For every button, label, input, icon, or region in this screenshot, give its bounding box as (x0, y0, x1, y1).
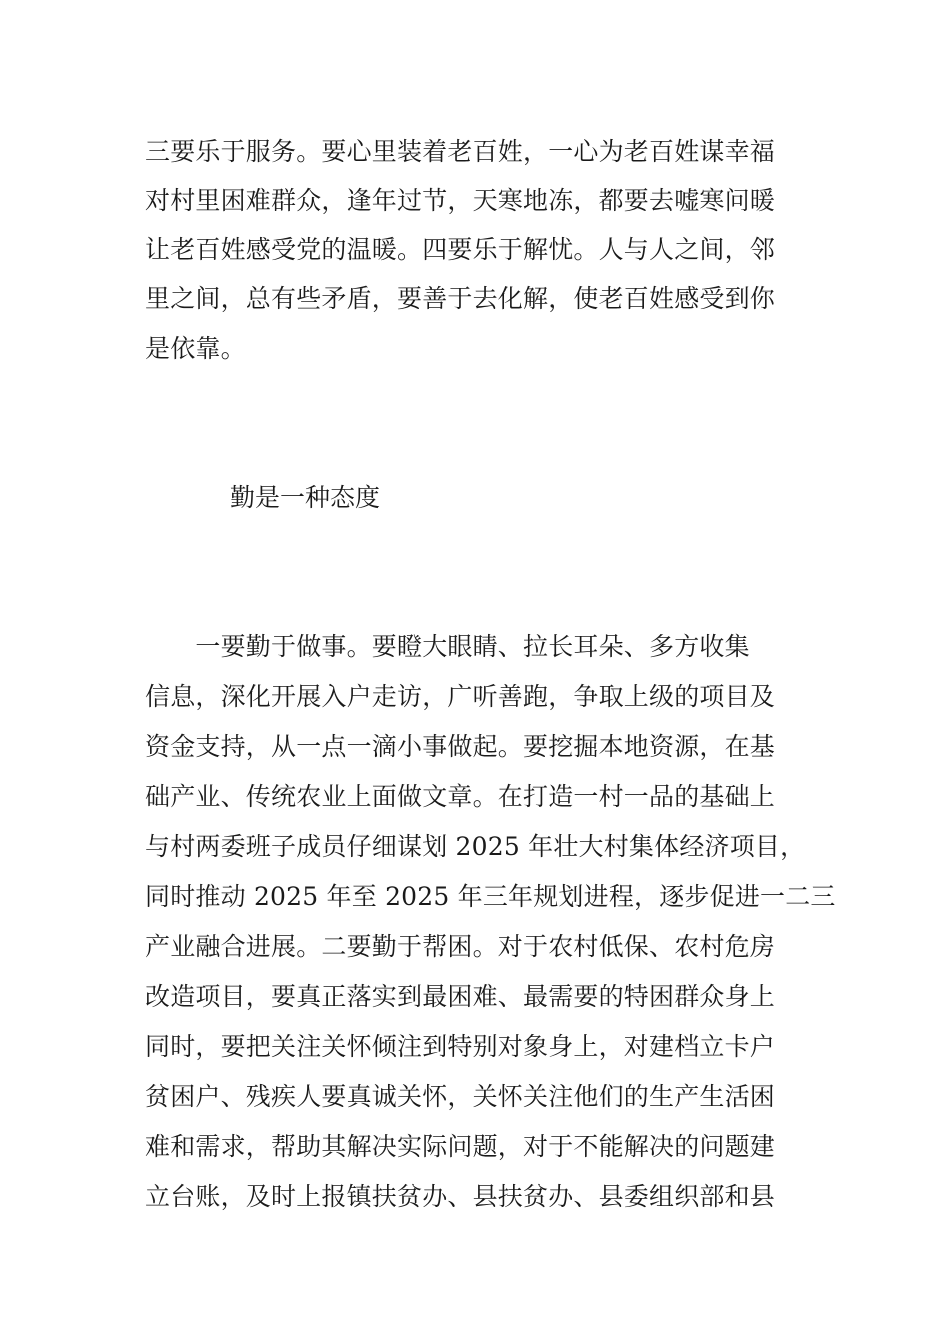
paragraph-line: 里之间，总有些矛盾，要善于去化解，使老百姓感受到你 (145, 284, 776, 313)
paragraph-line: 产业融合进展。二要勤于帮困。对于农村低保、农村危房 (145, 932, 776, 961)
paragraph-line: 同时，要把关注关怀倾注到特别对象身上，对建档立卡户 (145, 1032, 776, 1061)
paragraph-line: 立台账，及时上报镇扶贫办、县扶贫办、县委组织部和县 (145, 1182, 776, 1211)
paragraph-line: 三要乐于服务。要心里装着老百姓，一心为老百姓谋幸福 (145, 137, 776, 166)
paragraph-line: 对村里困难群众，逢年过节，天寒地冻，都要去嘘寒问暖 (145, 186, 776, 215)
paragraph-line: 信息，深化开展入户走访，广听善跑，争取上级的项目及 (145, 682, 776, 711)
paragraph-line: 一要勤于做事。要瞪大眼睛、拉长耳朵、多方收集 (145, 632, 750, 661)
section-heading: 勤是一种态度 (230, 483, 381, 512)
paragraph-line: 同时推动 2025 年至 2025 年三年规划进程，逐步促进一二三 (145, 882, 836, 911)
paragraph-line: 难和需求，帮助其解决实际问题，对于不能解决的问题建 (145, 1132, 776, 1161)
paragraph-line: 础产业、传统农业上面做文章。在打造一村一品的基础上 (145, 782, 776, 811)
paragraph-line: 让老百姓感受党的温暖。四要乐于解忧。人与人之间，邻 (145, 235, 776, 264)
paragraph-line: 资金支持，从一点一滴小事做起。要挖掘本地资源，在基 (145, 732, 776, 761)
paragraph-line: 是依靠。 (145, 334, 246, 363)
paragraph-line: 贫困户、残疾人要真诚关怀，关怀关注他们的生产生活困 (145, 1082, 776, 1111)
paragraph-line: 与村两委班子成员仔细谋划 2025 年壮大村集体经济项目， (145, 832, 806, 861)
paragraph-line: 改造项目，要真正落实到最困难、最需要的特困群众身上 (145, 982, 776, 1011)
